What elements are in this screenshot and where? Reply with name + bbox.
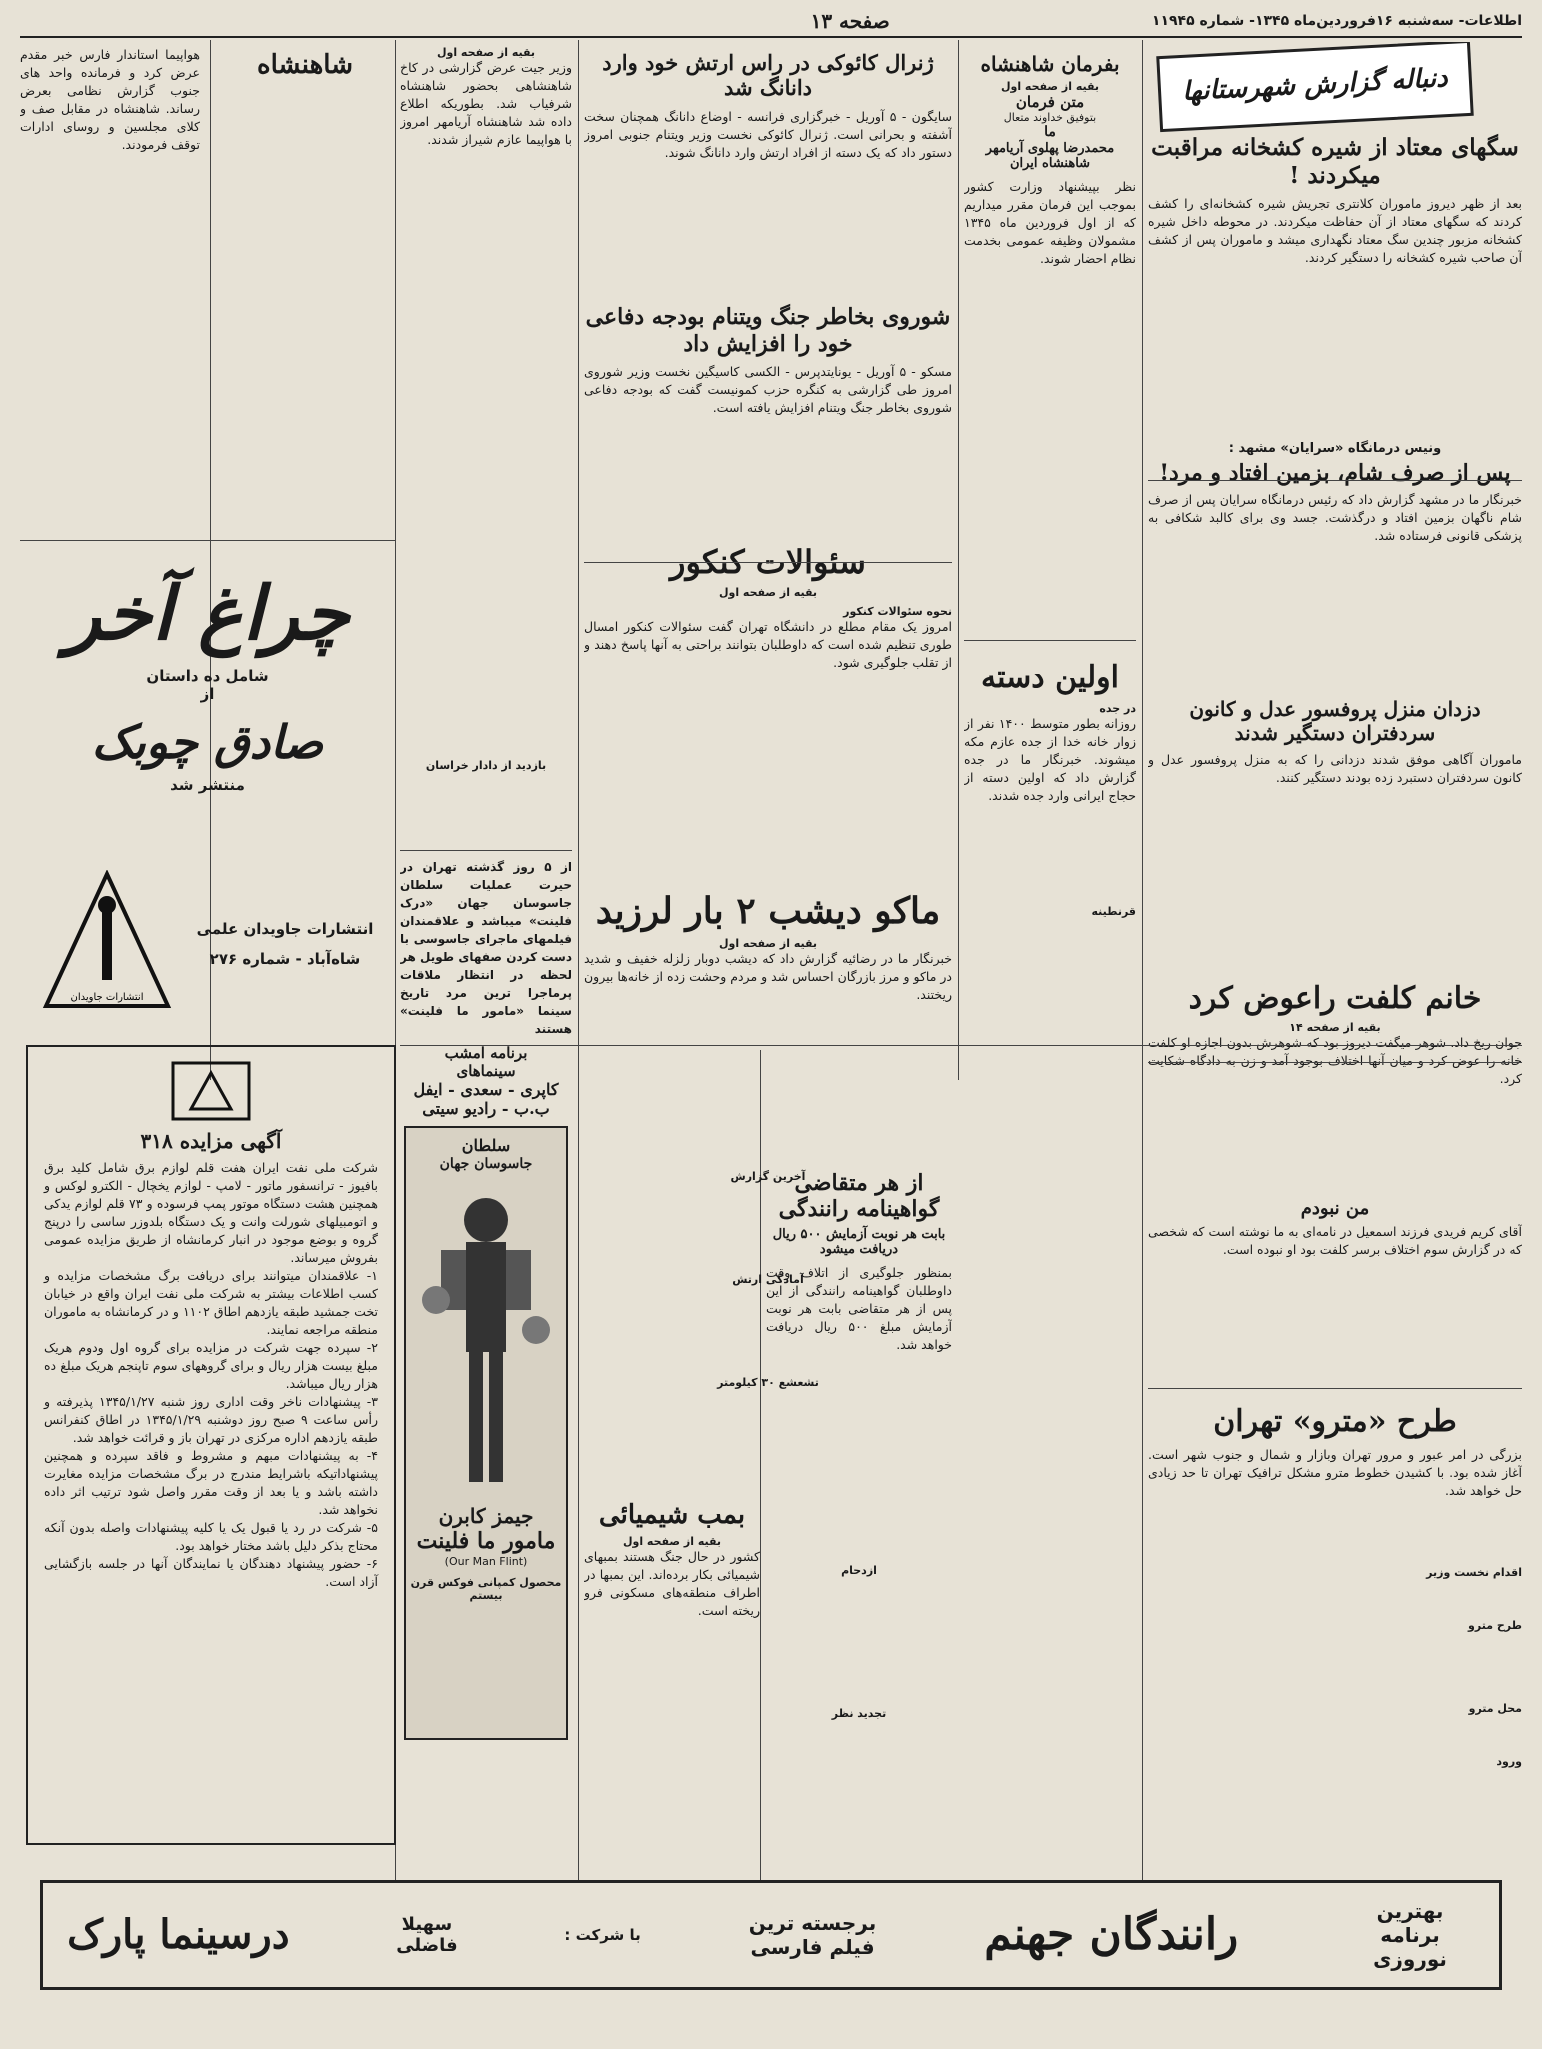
left-top-column [20, 42, 395, 532]
publisher-logo-icon [42, 870, 172, 1010]
first-group-headline: اولین دسته [981, 660, 1119, 695]
drivers-sub2: ازدحام [841, 1563, 877, 1577]
maku-sub3: تشعشع ۳۰ کیلومتر [717, 1376, 819, 1390]
auction-item-3: ۳- پیشنهادات ناخر وقت اداری روز شنبه ۱۳۴۵/۱/۲۷ پذیرفته و رأس ساعت ۹ صبح روز دوشنبه ۱۳۴۵/۱/۲۹ در اطاق کنفرانس طبقه یازدهم اداره مرکزی در تهران باز و قرائت خواهد شد. [44, 1394, 379, 1445]
drivers-body: بمنظور جلوگیری از اتلاف وقت داوطلبان گواهینامه رانندگی از این پس از هر متقاضی بابت هر نوبت آزمایش مبلغ ۵۰۰ ریال دریافت خواهد شد. [766, 1264, 952, 1352]
not-me-body: آقای کریم فریدی فرزند اسمعیل در نامه‌ای به ما نوشته است که شخصی که در گزارش سوم اختلاف برسر کلفت بود او نبوده است. [1148, 1224, 1522, 1258]
provinces-banner: دنباله گزارش شهرستانها [1156, 42, 1474, 132]
bottom-ad-g: درسینما پارک [67, 1911, 290, 1958]
thieves-headline: دزدان منزل پروفسور عدل و کانون سردفتران دستگیر شدند [1189, 696, 1481, 745]
drivers-headline: از هر متقاضی گواهینامه رانندگی [778, 1170, 940, 1223]
metro-sub3: محل مترو [1468, 1702, 1522, 1715]
book-line3: منتشر شد [170, 775, 245, 794]
farman-column [964, 42, 1136, 642]
chemical-body: کشور در حال جنگ هستند بمبهای شیمیائی بکار برده‌اند. این بمبها در اطراف منطقه‌های مسکونی فرو ریخته است. [584, 1549, 760, 1619]
metro-column [1148, 1388, 1522, 1850]
page-number: صفحه ۱۳ [810, 9, 890, 33]
poster-actor: جیمز کابرن [438, 1504, 534, 1529]
film-line4: کاپری - سعدی - ایفل [413, 1080, 559, 1099]
maku-sub2: آمادگی ارتش [732, 1273, 804, 1287]
addict-dogs-headline: سگهای معتاد از شیره کشخانه مراقبت میکردند ! [1151, 134, 1519, 189]
chemical-headline: بمب شیمیائی [598, 1500, 746, 1530]
poster-film-en: (Our Man Flint) [444, 1554, 528, 1568]
auction-item-2: ۲- سپرده جهت شرکت در مزایده برای گروه اول ودوم هریک مبلغ بیست هزار ریال و برای گروههای سوم تاپنجم هریک مبلغ ده هزار ریال میباشد. [44, 1340, 378, 1391]
auction-item-6: ۶- حضور پیشنهاد دهندگان یا نمایندگان آنها در جلسه بازگشایی آزاد است. [44, 1556, 378, 1589]
poster-studio: محصول کمپانی فوکس قرن بیستم [410, 1575, 562, 1602]
book-publisher: انتشارات جاویدان علمی [196, 920, 374, 938]
drivers-subhead: بابت هر نوبت آزمایش ۵۰۰ ریال دریافت میشود [772, 1226, 946, 1258]
maid-body: جوان ریخ داد. شوهر میگفت دیروز بود که شوهرش بدون اجازه او کلفت خانه را عوض کرد و میان آنها اختلاف بوجود آمد و زن به دادگاه شکایت کرد. [1148, 1034, 1522, 1086]
farman-headline: بفرمان شاهنشاه [980, 52, 1120, 76]
farman-shah: محمدرضا پهلوی آریامهر شاهنشاه ایران [985, 140, 1115, 172]
auction-item-5: ۵- شرکت در رد یا قبول یک یا کلیه پیشنهادات واصله بدون آنکه محتاج بذکر دلیل باشد مختار خواهد بود. [44, 1520, 378, 1553]
book-author: صادق چوبک [91, 714, 324, 769]
auction-item-4: ۴- به پیشنهادات مبهم و مشروط و فاقد سپرده و همچنین پیشنهاداتیکه باشرایط مندرج در برگ مشخصات مزایده مغایرت داشته باشد و یا بعد از وقت مقرر واصل شود ترتیب اثر داده نخواهد شد. [44, 1448, 378, 1517]
book-address: شاه‌آباد - شماره ۲۷۶ [209, 950, 361, 968]
addict-dogs-body: بعد از ظهر دیروز ماموران کلانتری تجریش شیره کشخانه‌ای را کشف کردند که سگهای معتاد از آن حفاظت میکردند. در محوطه داخل شیره کشخانه مزبور چندین سگ معتاد نگهداری میشد و ماموران پس از کشف آن صاحب شیره کشخانه را دستگیر کردند. [1148, 196, 1522, 266]
book-line2: از [200, 684, 215, 703]
konkur-sub1: نحوه سئوالات کنکور [843, 604, 952, 618]
drivers-column [766, 1160, 952, 1850]
film-ad [400, 850, 572, 1850]
konkur-body: امروز یک مقام مطلع در دانشگاه تهران گفت سئوالات کنکور امسال طوری تنظیم شده است که داوطلبان بتوانند براحتی به آنها پاسخ دهند و از تقلب جلوگیری شود. [584, 618, 952, 670]
nioc-logo-icon [171, 1061, 251, 1121]
konkur-ref: بقیه از صفحه اول [718, 585, 818, 599]
first-group-body: روزانه بطور متوسط ۱۴۰۰ نفر از زوار خانه خدا از جده عازم مکه میشوند. خبرنگار ما در جده گزارش داد که اولین دسته از حجاج ایرانی وارد جده شدند. [964, 716, 1136, 803]
left-shahanshah-body: هواپیما استاندار فارس خبر مقدم عرض کرد و فرمانده واحد های جنوب گزارش نظامی بعرض رساند. شاهنشاه در مقابل صف و کلای مجلسین و روسای ادارات توقف فرمودند. [20, 47, 200, 152]
publisher-logo [42, 870, 172, 1010]
bottom-ad-c: برجسته ترین فیلم فارسی [748, 1911, 877, 1959]
farman-name: ما [1044, 124, 1056, 140]
soviet-headline: شوروی بخاطر جنگ ویتنام بودجه دفاعی خود را افزایش داد [585, 304, 951, 357]
maid-headline: خانم کلفت راعوض کرد [1188, 980, 1482, 1016]
maku-sub1: آخرین گزارش [730, 1170, 806, 1184]
konkur-headline: سئوالات کنکور [670, 543, 866, 582]
book-line1: شامل ده داستان [146, 666, 269, 685]
maid-ref: بقیه از صفحه ۱۴ [1289, 1020, 1381, 1034]
shahanshah-sub1: بازدید از دادار خراسان [425, 759, 547, 772]
mashhad-headline: پس از صرف شام، بزمین افتاد و مرد! [1159, 460, 1511, 487]
soviet-body: مسکو - ۵ آوریل - یونایتدپرس - الکسی کاسیگین نخست وزیر شوروی امروز طی گزارشی به کنگره حزب کمونیست گفت که بودجه دفاعی شوروی بخاطر جنگ ویتنام افزایش یافته است. [584, 364, 952, 416]
general-headline: ژنرال کائوکی در راس ارتش خود وارد دانانگ شد [602, 50, 934, 101]
bottom-ad-a: بهترین برنامه نوروزی [1373, 1899, 1447, 1971]
metro-body: بزرگی در امر عبور و مرور تهران وبازار و شمال و جنوب شهر است. آغاز شده بود. با کشیدن خطوط مترو مشکل ترافیک تهران تا حد زیادی حل خواهد شد. [1148, 1447, 1522, 1498]
not-me-headline: من نبودم [1300, 1197, 1370, 1219]
chemical-ref: بقیه از صفحه اول [622, 1535, 722, 1549]
first-group-sub1: در جده [1099, 702, 1136, 715]
poster-film: مامور ما فلینت [416, 1528, 556, 1555]
film-line5: ب.ب - رادیو سیتی [422, 1099, 550, 1119]
auction-notice [26, 1045, 396, 1845]
metro-sub2: طرح مترو [1468, 1619, 1522, 1632]
book-title: چراغ آخر [65, 571, 350, 657]
maku-body: خبرنگار ما در رضائیه گزارش داد که دیشب دوبار زلزله خفیف و شدید در ماکو و مرز بازرگان احساس شد و مردم وحشت زده از خانه‌ها بیرون ریختند. [584, 951, 952, 1003]
bottom-ad-e: سهیلا [401, 1914, 453, 1935]
first-group-column [964, 640, 1136, 1040]
shahanshah-body: وزیر جیت عرض گزارشی در کاخ شاهنشاهی بحضور شاهنشاه شرفیاب شد. بطوریکه اطلاع داده شد شاهنشاه آریامهر امروز با هواپیما عازم شیراز شدند. [400, 60, 572, 147]
metro-headline: طرح «مترو» تهران [1213, 1404, 1457, 1439]
first-group-sub2: قرنطینه [1091, 905, 1136, 918]
poster-title-1: سلطان [461, 1136, 511, 1156]
masthead-date: اطلاعات- سه‌شنبه ۱۶فروردین‌ماه ۱۳۴۵- شماره ۱۱۹۴۵ [1151, 13, 1522, 29]
auction-item-1: ۱- علاقمندان میتوانند برای دریافت برگ مشخصات مزایده و کسب اطلاعات بیشتر به شرکت ملی نفت ایران واقع در خیابان تخت جمشید طبقه یازدهم اطاق ۱۱۰۲ و در کرمانشاه به ماموران منطقه مراجعه نمایند. [44, 1268, 378, 1337]
farman-god: بتوفیق خداوند متعال [1003, 111, 1097, 124]
thieves-body: ماموران آگاهی موفق شدند دزدانی را که به منزل پروفسور عدل و کانون سردفتران دستبرد زده بودند دستگیر کنند. [1148, 751, 1522, 785]
metro-sub4: ورود [1496, 1755, 1522, 1768]
film-line3: سینماهای [456, 1062, 516, 1080]
bottom-cinema-ad [40, 1880, 1502, 1990]
publisher-logo-text: انتشارات جاویدان [70, 992, 144, 1003]
general-body: سایگون - ۵ آوریل - خبرگزاری فرانسه - اوضاع دانانگ همچنان سخت آشفته و بحرانی است. ژنرال کائوکی نخست وزیر ویتنام جنوبی امروز دستور داد که یک دسته از افراد ارتش وارد دانانگ شوند. [584, 109, 952, 161]
drivers-sub1: تجدید نظر [831, 1706, 887, 1720]
mashhad-body: خبرنگار ما در مشهد گزارش داد که رئیس درمانگاه سرایان پس از صرف شام ناگهان بزمین افتاد و درگذشت. جسد وی برای کالبد شکافی به پزشکی قانونی فرستاده شد. [1148, 491, 1522, 543]
bottom-ad-b: رانندگان جهنم [984, 1908, 1239, 1960]
bottom-ad-f: فاضلی [396, 1935, 458, 1956]
film-poster [404, 1126, 568, 1740]
left-shahanshah-headline: شاهنشاه [256, 50, 353, 80]
film-line2: برنامه امشب [444, 1044, 528, 1062]
farman-ref: بقیه از صفحه اول [1000, 80, 1100, 93]
maku-headline: ماکو دیشب ۲ بار لرزید [595, 890, 941, 932]
book-ad [20, 540, 395, 1030]
provinces-column [1148, 42, 1522, 1382]
auction-body: شرکت ملی نفت ایران هفت قلم لوازم برق شامل کلید برق بافیوز - ترانسفور ماتور - لامپ - لوازم یخچال - الکترو لوکس و همچنین هشت دستگاه موتور پمپ فرسوده و ۷۳ قلم لوازم یدکی و اتومبیلهای شورلت وانت و یک دستگاه بلدوزر ساسی را درپنج گروه و بوضع موجود در انبار کرمانشاه از طریق مزایده عمومی بفروش میرساند. [44, 1160, 379, 1265]
bottom-ad-d: با شرکت : [564, 1926, 641, 1944]
poster-title-2: جاسوسان جهان [439, 1155, 533, 1172]
poster-figure-icon [411, 1180, 561, 1500]
farman-decree: متن فرمان [1015, 93, 1085, 111]
film-line1: از ۵ روز گذشته تهران در حیرت عملیات سلطان جاسوسان جهان «درک فلینت» میباشد و علاقمندان فیلمهای ماجرای جاسوسی با دست کردن صفهای طویل هر لحظه در انتظار ملاقات پرماجرا ترین مرد تاریخ سینما «مامور ما فلینت» هستند [400, 860, 572, 1036]
auction-title: آگهی مزایده ۳۱۸ [140, 1129, 282, 1153]
metro-sub1: اقدام نخست وزیر [1426, 1566, 1522, 1579]
farman-body: نظر بپیشنهاد وزارت کشور بموجب این فرمان مقرر میداریم که از اول فروردین ماه ۱۳۴۵ مشمولان وظیفه عمومی بخدمت نظام احضار شوند. [964, 178, 1136, 266]
mashhad-kicker: ونیس درمانگاه «سرایان» مشهد : [1228, 441, 1442, 457]
shahanshah-ref: بقیه از صفحه اول [436, 46, 536, 59]
maku-ref: بقیه از صفحه اول [718, 937, 818, 951]
masthead-bar [20, 6, 1522, 38]
chemical-column [584, 1490, 760, 1850]
shahanshah-column [400, 42, 572, 842]
